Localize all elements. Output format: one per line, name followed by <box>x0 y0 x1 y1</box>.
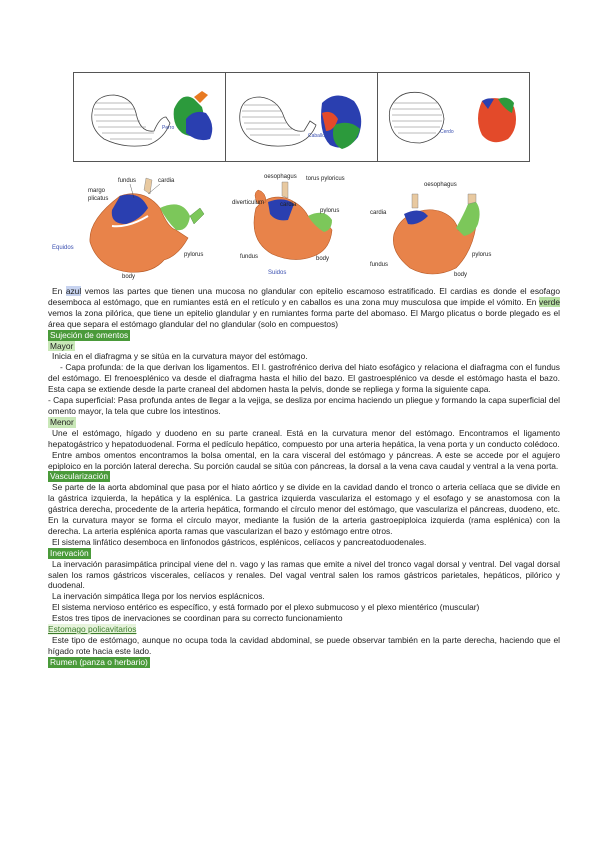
inerv-paragraph-1: La inervación parasimpática principal viene del n. vago y las ramas que emite a nivel del tronco vagal dorsal y ventral. Del vagal dorsal salen los ramos gástricos viscerales, celíacos y renales. Del vagal ventral salen los ramos gástricos parietales, hepáticos, pilórico y duodenal. <box>48 558 560 591</box>
heading-policavitarios: Estomago policavitarios <box>48 624 137 635</box>
heading-mayor: Mayor <box>50 340 74 351</box>
heading-sujecion: Sujeción de omentos <box>50 329 129 340</box>
perro-label: Perro <box>162 125 175 131</box>
heading-menor: Menor <box>50 416 74 427</box>
cerdo-label: Cerdo <box>440 129 454 135</box>
suidos-oesophagus-label: oesophagus <box>264 174 297 180</box>
mayor-paragraph-2: - Capa profunda: de la que derivan los ligamentos. El l. gastrofrénico deriva del hiato esofágico y relaciona el diafragma con el fundus del estómago. El frenoesplénico va desde el diafragma hasta el hilio del bazo. El gastroesplénico va desde el estómago hasta el bazo. Esta capa se extiende desde la parte craneal del abdomen hasta la pelvis, donde se repliega y forma la siguiente capa. <box>48 362 560 395</box>
policav-paragraph-1: Este tipo de estómago, aunque no ocupa toda la cavidad abdominal, se puede observar también en la parte derecha, haciendo que el hígado rote hacia este lado. <box>48 635 560 656</box>
suidos-torus-label: torus pyloricus <box>306 176 345 182</box>
mayor-paragraph-3: - Capa superficial: Pasa profunda antes de llegar a la vejiga, se desliza por encima haciendo un pliegue y formando la capa superficial del omento mayor, la tela que cubre los intestinos. <box>48 395 560 416</box>
suidos-cardia-label: cardia <box>280 202 297 208</box>
equidos-margo-label: margo <box>88 188 106 194</box>
caballo-stomach-diagram <box>226 73 376 161</box>
third-oesophagus-label: oesophagus <box>424 182 457 188</box>
equidos-fundus-label: fundus <box>118 178 137 184</box>
vasc-paragraph-2: El sistema linfático desemboca en linfonodos gástricos, esplénicos, celíacos y pancreatoduodenales. <box>52 536 427 547</box>
inerv-paragraph-4: Estos tres tipos de inervaciones se coordinan para su correcto funcionamiento <box>52 613 343 624</box>
menor-paragraph-1: Une el estómago, hígado y duodeno en su parte craneal. Está en la curvatura menor del estómago. Encontramos el ligamento hepatogástrico y hepatoduodenal. Forma el pedículo hepático, compuesto por una arteria hepática, la vena porta y un conducto colédoco. <box>48 427 560 449</box>
third-body-label: body <box>454 272 468 278</box>
inerv-paragraph-2: La inervación simpática llega por los nervios esplácnicos. <box>52 591 265 602</box>
figure-panel-perro <box>74 73 226 161</box>
equidos-caption: Equidos <box>52 245 74 251</box>
equidos-stomach-diagram <box>48 168 218 280</box>
third-fundus-label: fundus <box>370 262 389 268</box>
highlight-verde: verde <box>539 296 560 307</box>
heading-inervacion: Inervación <box>50 547 89 558</box>
figure-panel-caballo <box>226 73 378 161</box>
third-cardia-label: cardia <box>370 210 387 216</box>
suidos-body-label: body <box>316 256 330 262</box>
inerv-paragraph-3: El sistema nervioso entérico es específico, y está formado por el plexo submucoso y el plexo mientérico (muscular) <box>52 602 480 613</box>
intro-paragraph: En azul vemos las partes que tienen una mucosa no glandular con epitelio escamoso estratificado. El cardias es donde el esofago desemboca al estómago, que en rumiantes está en el retículo y en caballos es una zona muy musculosa que impide el vómito. En verde vemos la zona pilórica, que tiene un epitelio glandular y en rumiantes forma parte del abomaso. El Margo plicatus o borde plegado es el área que separa el estómago glandular del no glandular (solo en compuestos) <box>48 286 560 329</box>
menor-paragraph-2: Entre ambos omentos encontramos la bolsa omental, en la cara visceral del estómago y páncreas. A este se accede por el agujero epiploico en la porción lateral derecha. Su porción caudal se sitúa con páncreas, la dorsal a la vena cava caudal y ventral a la vena porta. <box>48 449 560 471</box>
heading-vascularizacion: Vascularización <box>50 471 109 482</box>
vasc-paragraph-1: Se parte de la aorta abdominal que pasa por el hiato aórtico y se divide en la cavidad dando el tronco o arteria celíaca que se divide en la gástrica izquierda, la hepática y la esplénica. La gastrica izquierda vasculariza el estomago y el esofago y se anastomosa con la gástrica derecha, procedente de la arteria hepática, formando el círculo menor del estómago, que vasculariza el páncreas, duodeno, etc. En la curvatura mayor se forma el círculo mayor, mediante la fusión de la arteria gastroepiploica izquierda (rama esplénica) con la derecha. La arteria esplénica aporta ramas que vascularizan el bazo y estómago entre otros. <box>48 482 560 536</box>
suidos-caption: Suidos <box>268 270 287 276</box>
third-pylorus-label: pylorus <box>472 252 492 258</box>
perro-stomach-diagram <box>74 73 224 161</box>
document-body <box>48 286 560 668</box>
highlight-azul: azul <box>65 286 82 296</box>
suidos-stomach-diagram <box>228 168 358 280</box>
suidos-pylorus-label: pylorus <box>320 208 340 214</box>
heading-rumen: Rumen (panza o herbario) <box>50 656 148 667</box>
cerdo-stomach-diagram <box>378 73 528 161</box>
caballo-label: Caballo <box>308 133 325 139</box>
equidos-body-label: body <box>122 274 136 280</box>
third-stomach-diagram <box>368 172 528 284</box>
equidos-pylorus-label: pylorus <box>184 252 204 258</box>
figure-panel-cerdo <box>378 73 529 161</box>
suidos-diverticulum-label: diverticulum <box>232 200 265 206</box>
species-figure-row <box>73 72 530 162</box>
suidos-fundus-label: fundus <box>240 254 259 260</box>
mayor-paragraph-1: Inicia en el diafragma y se sitúa en la curvatura mayor del estómago. <box>52 351 308 362</box>
equidos-cardia-label: cardia <box>158 178 175 184</box>
equidos-plicatus-label: plicatus <box>88 196 109 202</box>
